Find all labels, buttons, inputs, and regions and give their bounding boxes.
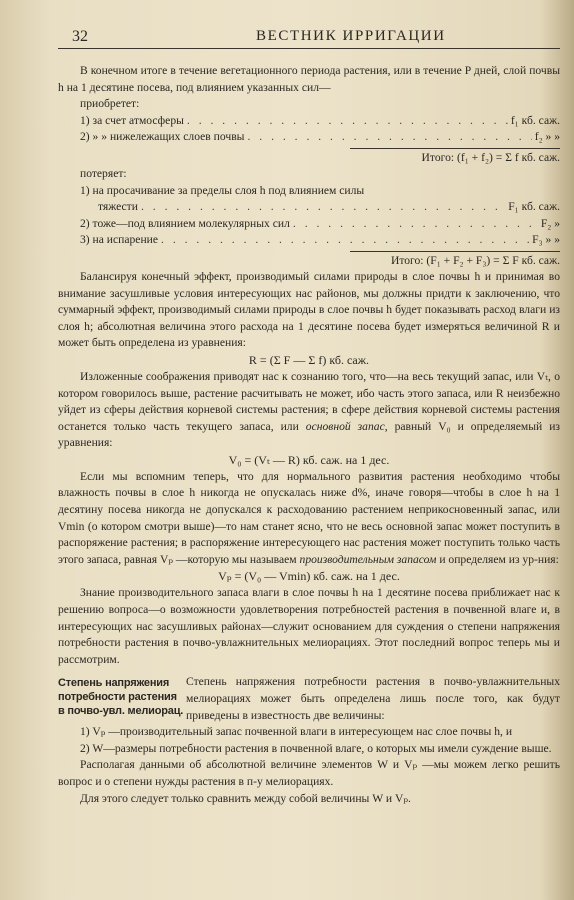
journal-title: ВЕСТНИК ИРРИГАЦИИ [256,28,446,44]
side-heading: Степень напряжения потребности растения в почво-увл. мелиорац. [58,677,184,718]
reserve-paragraph: Изложенные соображения приводят нас к сознанию того, что—на весь текущий запас, или Vₜ, о котором говорилось выше, растение расчитывать не может, ибо часть этого запаса, или R неизбежно уйдет из сферы действия корневой системы растения; в сфере действия корневой системы растения останется только часть текущего запаса, или основной запас, равный V₀ и определяемый из уравнения: [58,369,561,450]
acquires-row: 1) за счет атмосферы . . . f₁ кб. саж. [80,113,560,130]
acquires-label: приобретет: [80,97,140,111]
balance-paragraph: Балансируя конечный эффект, производимый силами природы в слое почвы h и принимая во внимание засушливые условия интересующих нас районов, мы должны придти к заключению, что суммарный эффект, производимый силами природы в слое почвы h будет показывать расход влаги из слоя h; абсолютная величина этого расхода на 1 десятине посева будет измеряться величиной R и может быть определена из уравнения: [58,269,560,350]
degree-paragraph: Степень напряжения потребности растения в почво-увлажнительных мелиорациях может быть определена лишь после того, как будут приведены в известность две величины: [186,675,560,722]
loses-row: тяжести . . . F₁ кб. саж. [80,199,560,216]
item-vp: 1) Vₚ —производительный запас почвенной влаги в интересующем нас слое почвы h, и [80,725,513,739]
formula-vp: Vₚ = (V₀ — Vmin) кб. саж. на 1 дес. [218,569,400,584]
final-paragraph: Для этого следует только сравнить между собой величины W и Vₚ. [80,791,411,805]
page-number: 32 [72,28,88,45]
total-acquired: Итого: (f₁ + f₂) = Σ f кб. саж. [58,146,560,166]
knowledge-paragraph: Знание производительного запаса влаги в слое почвы h на 1 десятине посева приближает нас к решению вопроса—о возможности удовлетворения потребностей растения в почвенной влаге и, в интересующих нас засушливых районах—служит основанием для суждения о степени напряжения потребности растения в почво-увлажнительных мелиорациях. Этот последний вопрос теперь мы и рассмотрим. [58,586,560,666]
item-w: 2) W—размеры потребности растения в почвенной влаге, о которых мы имели суждение выше. [80,741,552,755]
formula-r: R = (Σ F — Σ f) кб. саж. [248,352,370,367]
degree-section [58,674,560,724]
formula-v0: V₀ = (Vₜ — R) кб. саж. на 1 дес. [228,452,390,467]
loses-row: 2) тоже—под влиянием молекулярных сил . . . F₂ » [80,216,560,233]
total-lost: Итого: (F₁ + F₂ + F₃) = Σ F кб. саж. [58,249,560,269]
acquires-row: 2) » » нижележащих слоев почвы . . . f₂ » » [80,129,560,146]
term-basic-reserve: основной запас [305,419,385,433]
running-header [58,26,560,49]
data-paragraph: Располагая данными об абсолютной величине элементов W и Vₚ —мы можем легко решить вопрос и о степени нужды растения в п-у мелиорациях. [58,758,560,788]
productive-paragraph: Если мы вспомним теперь, что для нормального развития растения необходимо чтобы влажность почвы в слое h никогда не опускалась ниже d%, иначе говоря—чтобы в слое h на 1 десятину посева никогда не допускался к расходованию растением неприкосновенный запас, или Vmin (о котором смотри выше)—то нам станет ясно, что не весь основной запас может поступить в распоряжение растения; в распоряжение интересующего нас растения может поступить только часть этого запаса, равная Vₚ —которую мы называем производительным запасом и определяем из ур-ния: [58,469,560,566]
acquires-list [80,113,560,146]
loses-list [80,183,560,249]
loses-row: 3) на испарение . . . F₃ » » [80,232,560,249]
term-productive-reserve: производительным запасом [299,552,437,566]
loses-item-line: 1) на просачивание за пределы слоя h под влиянием силы [80,183,365,197]
intro-paragraph: В конечном итоге в течение вегетационного периода растения, или в течение P дней, слой почвы h на 1 десятине посева, под влиянием указанных сил— [58,64,560,94]
loses-label: потеряет: [80,166,127,180]
